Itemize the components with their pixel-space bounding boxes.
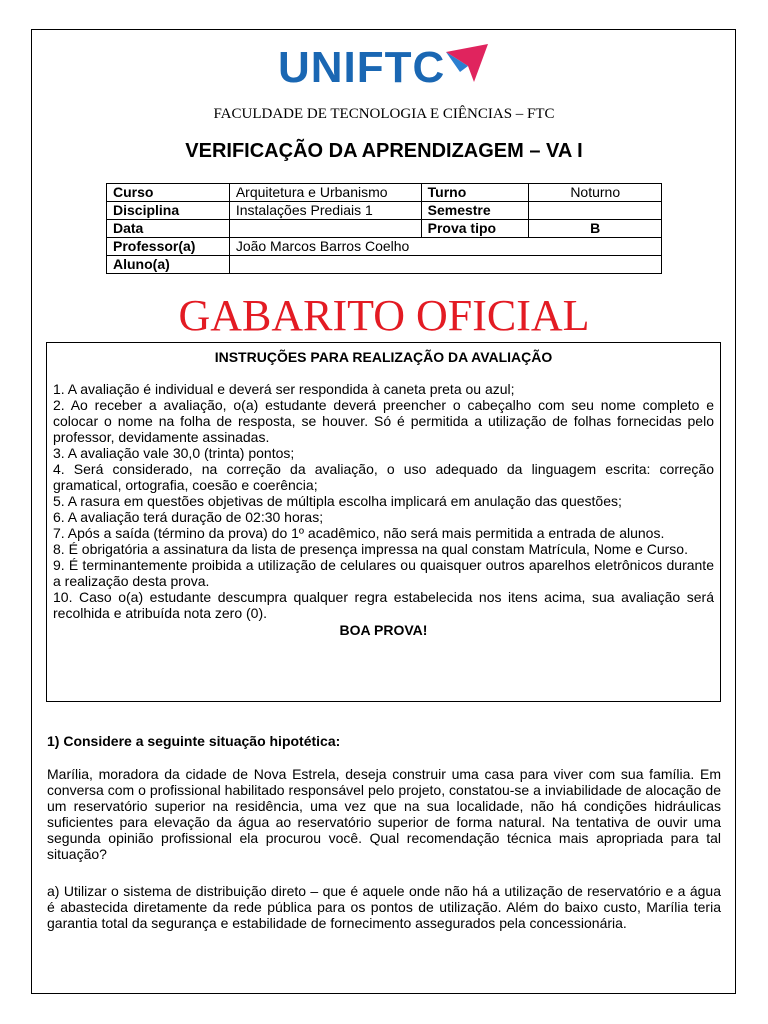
semestre-label: Semestre: [421, 202, 529, 220]
gabarito-stamp: GABARITO OFICIAL: [178, 291, 590, 340]
instruction-item: 6. A avaliação terá duração de 02:30 horas;: [53, 509, 324, 525]
professor-label: Professor(a): [107, 238, 230, 256]
aluno-label: Aluno(a): [107, 256, 230, 274]
instructions-title: INSTRUÇÕES PARA REALIZAÇÃO DA AVALIAÇÃO: [214, 349, 553, 365]
curso-value: Arquitetura e Urbanismo: [229, 184, 421, 202]
instruction-item: 5. A rasura em questões objetivas de múltipla escolha implicará em anulação das questões;: [53, 493, 622, 509]
header-row-curso: [107, 184, 662, 202]
prova-tipo-value: B: [529, 220, 662, 238]
instruction-item: 8. É obrigatória a assinatura da lista de presença impressa na qual constam Matrícula, Nome e Curso.: [53, 541, 688, 557]
instruction-item: 3. A avaliação vale 30,0 (trinta) pontos;: [53, 445, 295, 461]
document-title: VERIFICAÇÃO DA APRENDIZAGEM – VA I: [185, 140, 583, 162]
exam-header-table: [106, 183, 662, 274]
instruction-item: 1. A avaliação é individual e deverá ser respondida à caneta preta ou azul;: [53, 381, 515, 397]
disciplina-label: Disciplina: [107, 202, 230, 220]
curso-label: Curso: [107, 184, 230, 202]
question-1-statement: Marília, moradora da cidade de Nova Estrela, deseja construir uma casa para viver com sua família. Em conversa com o profissional habilitado responsável pelo projeto, constatou-se a inviabilidade de alocação de um reservatório superior na residência, uma vez que na sua localidade, não há condições hidráulicas suficientes para elevação da água ao reservatório superior de forma natural. Na tentativa de ouvir uma segunda opinião profissional ela procurou você. Qual recomendação técnica mais apropriada para tal situação?: [47, 766, 721, 862]
data-label: Data: [107, 220, 230, 238]
prova-tipo-label: Prova tipo: [421, 220, 529, 238]
instruction-item: 7. Após a saída (término da prova) do 1º acadêmico, não será mais permitida a entrada de alunos.: [53, 525, 665, 541]
header-row-disciplina: [107, 202, 662, 220]
question-1-option-a: a) Utilizar o sistema de distribuição direto – que é aquele onde não há a utilização de reservatório e a água é abastecida diretamente da rede pública para os pontos de utilização. Além do baixo custo, Marília teria garantia total da segurança e estabilidade de fornecimento assegurados pela concessionária.: [47, 883, 721, 931]
data-value[interactable]: [229, 220, 421, 238]
ftc-arrow-logo-icon: [444, 42, 490, 86]
turno-label: Turno: [421, 184, 529, 202]
header-row-aluno: [107, 256, 662, 274]
instructions-box: [46, 342, 721, 702]
aluno-value[interactable]: [229, 256, 661, 274]
semestre-value[interactable]: [529, 202, 662, 220]
logo-text: UNIFTC: [278, 43, 446, 92]
turno-value: Noturno: [529, 184, 662, 202]
header-row-professor: [107, 238, 662, 256]
instruction-item: 4. Será considerado, na correção da avaliação, o uso adequado da linguagem escrita: correção gramatical, ortografia, coesão e coerência;: [53, 461, 714, 493]
professor-value: João Marcos Barros Coelho: [229, 238, 661, 256]
faculty-name: FACULDADE DE TECNOLOGIA E CIÊNCIAS – FTC: [213, 106, 555, 122]
disciplina-value: Instalações Prediais 1: [229, 202, 421, 220]
header-row-data: [107, 220, 662, 238]
instruction-item: 2. Ao receber a avaliação, o(a) estudante deverá preencher o cabeçalho com seu nome completo e colocar o nome na folha de resposta, se houver. Só é permitida a utilização de folhas fornecidas pelo professor, devidamente assinadas.: [53, 397, 714, 445]
question-1-title: 1) Considere a seguinte situação hipotética:: [47, 733, 341, 749]
instruction-item: 9. É terminantemente proibida a utilização de celulares ou quaisquer outros aparelhos eletrônicos durante a realização desta prova.: [53, 557, 714, 589]
logo: [278, 42, 490, 94]
instruction-item: 10. Caso o(a) estudante descumpra qualquer regra estabelecida nos itens acima, sua avaliação será recolhida e atribuída nota zero (0).: [53, 589, 714, 621]
boa-prova-text: BOA PROVA!: [339, 622, 428, 638]
